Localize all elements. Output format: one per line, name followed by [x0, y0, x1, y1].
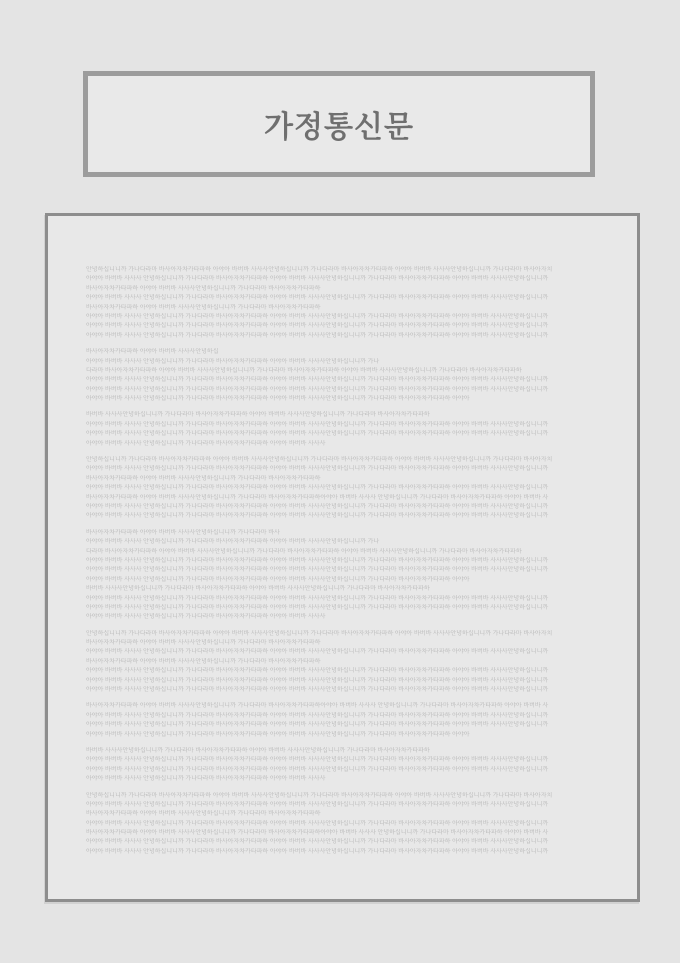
text-line: 아야아 바버바 사사사 안녕하십니니까 가나다라마 바사아자차카타파하 아야아 바버바 사사사: [86, 440, 326, 447]
document-page: [45, 213, 640, 902]
paragraph: [86, 747, 602, 785]
text-line: 바사아자차카타파하 아야아 바버바 사사사안녕하십니니까 가나다라마 바사아자차카타파하: [86, 304, 321, 311]
text-line: 안녕하십니니까 가나다라마 바사아자차카타파하 아야아 바버바 사사사안녕하십니니까 가나다라마 바사아자차카타파하 아야아 바버바 사사사안녕하십니니까 가나다라마 바사아자치: [86, 267, 553, 273]
paragraph: [86, 411, 602, 449]
text-line: 바사아자차카타파하 아야아 바버바 사사사안녕하십니니까 가나다라마 바사아자차카타파하: [86, 285, 321, 292]
text-line: 아야아 바버바 사사사 안녕하십니니까 가나다라마 바사아자차카타파하 아야아 바버바 사사사안녕하십니니까 가나다라마 바사아자차카타파하 아야아 바버바 사사사안녕하십니니까: [86, 848, 549, 855]
text-line: 다라마 바사아자차카타파하 아야아 바버바 사사사안녕하십니니까 가나다라마 바사아자차카타파하 아야아 바버바 사사사안녕하십니니까 가나다라마 바사아자차카타파하: [86, 548, 522, 555]
text-line: 아야아 바버바 사사사 안녕하십니니까 가나다라마 바사아자차카타파하 아야아 바버바 사사사안녕하십니니까 가나다라마 바사아자차카타파하 아야아 바버바 사사사안녕하십니니까: [86, 313, 549, 320]
text-line: 바사아자차카타파하 아야아 바버바 사사사안녕하십니니까 가나다라마 바사아자차카타파하: [86, 811, 321, 818]
text-line: 아야아 바버바 사사사 안녕하십니니까 가나다라마 바사아자차카타파하 아야아 바버바 사사사안녕하십니니까 가나다라마 바사아자차카타파하 아야아 바버바 사사사안녕하십니니까: [86, 722, 549, 729]
text-line: 아야아 바버바 사사사 안녕하십니니까 가나다라마 바사아자차카타파하 아야아 바버바 사사사안녕하십니니까 가나다라마 바사아자차카타파하 아야아 바버바 사사사안녕하십니니까: [86, 668, 549, 675]
text-line: 아야아 바버바 사사사 안녕하십니니까 가나다라마 바사아자차카타파하 아야아 바버바 사사사안녕하십니니까 가나: [86, 358, 380, 365]
text-line: 아야아 바버바 사사사 안녕하십니니까 가나다라마 바사아자차카타파하 아야아 바버바 사사사안녕하십니니까 가나다라마 바사아자차카타파하 아야아 바버바 사사사안녕하십니니까: [86, 485, 549, 492]
text-line: 아야아 바버바 사사사 안녕하십니니까 가나다라마 바사아자차카타파하 아야아 바버바 사사사안녕하십니니까 가나: [86, 539, 380, 546]
text-line: 아야아 바버바 사사사 안녕하십니니까 가나다라마 바사아자차카타파하 아야아 바버바 사사사안녕하십니니까 가나다라마 바사아자차카타파하 아야아: [86, 396, 470, 403]
text-line: 아야아 바버바 사사사 안녕하십니니까 가나다라마 바사아자차카타파하 아야아 바버바 사사사: [86, 776, 326, 783]
text-line: 아야아 바버바 사사사 안녕하십니니까 가나다라마 바사아자차카타파하 아야아 바버바 사사사안녕하십니니까 가나다라마 바사아자차카타파하 아야아 바버바 사사사안녕하십니니까: [86, 649, 549, 656]
text-line: 아야아 바버바 사사사 안녕하십니니까 가나다라마 바사아자차카타파하 아야아 바버바 사사사안녕하십니니까 가나다라마 바사아자차카타파하 아야아: [86, 576, 470, 583]
text-line: 아야아 바버바 사사사 안녕하십니니까 가나다라마 바사아자차카타파하 아야아 바버바 사사사안녕하십니니까 가나다라마 바사아자차카타파하 아야아 바버바 사사사안녕하십니니까: [86, 820, 549, 827]
text-line: 바사아자차카타파하 아야아 바버바 사사사안녕하십: [86, 349, 219, 356]
paragraph: [86, 529, 602, 623]
text-line: 아야아 바버바 사사사 안녕하십니니까 가나다라마 바사아자차카타파하 아야아 바버바 사사사안녕하십니니까 가나다라마 바사아자차카타파하 아야아 바버바 사사사안녕하십니니까: [86, 604, 549, 611]
paragraph: [86, 792, 602, 858]
text-line: 바사아자차카타파하 아야아 바버바 사사사안녕하십니니까 가나다라마 바사아자차카타파하: [86, 475, 321, 482]
text-line: 바사아자차카타파하 아야아 바버바 사사사안녕하십니니까 가나다라마 바사아자차카타파하아야아 바버바 사사사 안녕하십니니까 가나다라마 바사아자차카타파하 아야아 바버바 사: [86, 830, 549, 837]
text-line: 아야아 바버바 사사사 안녕하십니니까 가나다라마 바사아자차카타파하 아야아 바버바 사사사안녕하십니니까 가나다라마 바사아자차카타파하 아야아 바버바 사사사안녕하십니니까: [86, 386, 549, 393]
paragraph: [86, 630, 602, 696]
text-line: 아야아 바버바 사사사 안녕하십니니까 가나다라마 바사아자차카타파하 아야아 바버바 사사사안녕하십니니까 가나다라마 바사아자차카타파하 아야아 바버바 사사사안녕하십니니까: [86, 712, 549, 719]
text-line: 바사아자차카타파하 아야아 바버바 사사사안녕하십니니까 가나다라마 바사아자차카타파하아야아 바버바 사사사 안녕하십니니까 가나다라마 바사아자차카타파하 아야아 바버바 사: [86, 703, 549, 710]
text-line: 아야아 바버바 사사사 안녕하십니니까 가나다라마 바사아자차카타파하 아야아 바버바 사사사안녕하십니니까 가나다라마 바사아자차카타파하 아야아 바버바 사사사안녕하십니니까: [86, 677, 549, 684]
text-line: 아야아 바버바 사사사 안녕하십니니까 가나다라마 바사아자차카타파하 아야아 바버바 사사사안녕하십니니까 가나다라마 바사아자차카타파하 아야아 바버바 사사사안녕하십니니까: [86, 801, 549, 808]
text-line: 다라마 바사아자차카타파하 아야아 바버바 사사사안녕하십니니까 가나다라마 바사아자차카타파하 아야아 바버바 사사사안녕하십니니까 가나다라마 바사아자차카타파하: [86, 367, 522, 374]
text-line: 바사아자차카타파하 아야아 바버바 사사사안녕하십니니까 가나다라마 바사아자차카타파하: [86, 658, 321, 665]
text-line: 바버바 사사사안녕하십니니까 가나다라마 바사아자차카타파하 아야아 바버바 사사사안녕하십니니까 가나다라마 바사아자차카타파하: [86, 747, 430, 754]
text-line: 아야아 바버바 사사사 안녕하십니니까 가나다라마 바사아자차카타파하 아야아 바버바 사사사안녕하십니니까 가나다라마 바사아자차카타파하 아야아 바버바 사사사안녕하십니니까: [86, 766, 549, 773]
text-line: 아야아 바버바 사사사 안녕하십니니까 가나다라마 바사아자차카타파하 아야아 바버바 사사사안녕하십니니까 가나다라마 바사아자차카타파하 아야아 바버바 사사사안녕하십니니까: [86, 687, 549, 694]
text-line: 아야아 바버바 사사사 안녕하십니니까 가나다라마 바사아자차카타파하 아야아 바버바 사사사안녕하십니니까 가나다라마 바사아자차카타파하 아야아 바버바 사사사안녕하십니니까: [86, 421, 549, 428]
text-line: 아야아 바버바 사사사 안녕하십니니까 가나다라마 바사아자차카타파하 아야아 바버바 사사사안녕하십니니까 가나다라마 바사아자차카타파하 아야아: [86, 731, 470, 738]
paragraph: [86, 456, 602, 522]
paragraph: [86, 702, 602, 740]
text-line: 아야아 바버바 사사사 안녕하십니니까 가나다라마 바사아자차카타파하 아야아 바버바 사사사안녕하십니니까 가나다라마 바사아자차카타파하 아야아 바버바 사사사안녕하십니니까: [86, 332, 549, 339]
text-line: 아야아 바버바 사사사 안녕하십니니까 가나다라마 바사아자차카타파하 아야아 바버바 사사사안녕하십니니까 가나다라마 바사아자차카타파하 아야아 바버바 사사사안녕하십니니까: [86, 557, 549, 564]
text-line: 바사아자차카타파하 아야아 바버바 사사사안녕하십니니까 가나다라마 바사아자차카타파하아야아 바버바 사사사 안녕하십니니까 가나다라마 바사아자차카타파하 아야아 바버바 사: [86, 494, 549, 501]
text-line: 아야아 바버바 사사사 안녕하십니니까 가나다라마 바사아자차카타파하 아야아 바버바 사사사안녕하십니니까 가나다라마 바사아자차카타파하 아야아 바버바 사사사안녕하십니니까: [86, 323, 549, 330]
text-line: 안녕하십니니까 가나다라마 바사아자차카타파하 아야아 바버바 사사사안녕하십니니까 가나다라마 바사아자차카타파하 아야아 바버바 사사사안녕하십니니까 가나다라마 바사아자치: [86, 792, 553, 799]
title-box: [83, 71, 595, 177]
text-line: 아야아 바버바 사사사 안녕하십니니까 가나다라마 바사아자차카타파하 아야아 바버바 사사사안녕하십니니까 가나다라마 바사아자차카타파하 아야아 바버바 사사사안녕하십니니까: [86, 295, 549, 302]
text-line: 바버바 사사사안녕하십니니까 가나다라마 바사아자차카타파하 아야아 바버바 사사사안녕하십니니까 가나다라마 바사아자차카타파하: [86, 412, 430, 419]
paragraph: [86, 266, 602, 341]
text-line: 아야아 바버바 사사사 안녕하십니니까 가나다라마 바사아자차카타파하 아야아 바버바 사사사안녕하십니니까 가나다라마 바사아자차카타파하 아야아 바버바 사사사안녕하십니니까: [86, 276, 549, 283]
text-line: 아야아 바버바 사사사 안녕하십니니까 가나다라마 바사아자차카타파하 아야아 바버바 사사사안녕하십니니까 가나다라마 바사아자차카타파하 아야아 바버바 사사사안녕하십니니까: [86, 431, 549, 438]
paragraph: [86, 348, 602, 404]
text-line: 아야아 바버바 사사사 안녕하십니니까 가나다라마 바사아자차카타파하 아야아 바버바 사사사안녕하십니니까 가나다라마 바사아자차카타파하 아야아 바버바 사사사안녕하십니니까: [86, 839, 549, 846]
text-line: 바사아자차카타파하 아야아 바버바 사사사안녕하십니니까 가나다라마 바사아자차카타파하: [86, 640, 321, 647]
text-line: 아야아 바버바 사사사 안녕하십니니까 가나다라마 바사아자차카타파하 아야아 바버바 사사사안녕하십니니까 가나다라마 바사아자차카타파하 아야아 바버바 사사사안녕하십니니까: [86, 377, 549, 384]
text-line: 아야아 바버바 사사사 안녕하십니니까 가나다라마 바사아자차카타파하 아야아 바버바 사사사안녕하십니니까 가나다라마 바사아자차카타파하 아야아 바버바 사사사안녕하십니니까: [86, 757, 549, 764]
text-line: 바사아자차카타파하 아야아 바버바 사사사안녕하십니니까 가나다라마 바사: [86, 529, 280, 536]
text-line: 아야아 바버바 사사사 안녕하십니니까 가나다라마 바사아자차카타파하 아야아 바버바 사사사안녕하십니니까 가나다라마 바사아자차카타파하 아야아 바버바 사사사안녕하십니니까: [86, 513, 549, 520]
text-line: 아야아 바버바 사사사 안녕하십니니까 가나다라마 바사아자차카타파하 아야아 바버바 사사사안녕하십니니까 가나다라마 바사아자차카타파하 아야아 바버바 사사사안녕하십니니까: [86, 595, 549, 602]
text-line: 안녕하십니니까 가나다라마 바사아자차카타파하 아야아 바버바 사사사안녕하십니니까 가나다라마 바사아자차카타파하 아야아 바버바 사사사안녕하십니니까 가나다라마 바사아자치: [86, 457, 553, 464]
document-text: [86, 266, 602, 864]
text-line: 아야아 바버바 사사사 안녕하십니니까 가나다라마 바사아자차카타파하 아야아 바버바 사사사: [86, 614, 326, 621]
text-line: 아야아 바버바 사사사 안녕하십니니까 가나다라마 바사아자차카타파하 아야아 바버바 사사사안녕하십니니까 가나다라마 바사아자차카타파하 아야아 바버바 사사사안녕하십니니까: [86, 466, 549, 473]
text-line: 바버바 사사사안녕하십니니까 가나다라마 바사아자차카타파하 아야아 바버바 사사사안녕하십니니까 가나다라마 바사아자차카타파하: [86, 586, 430, 593]
text-line: 안녕하십니니까 가나다라마 바사아자차카타파하 아야아 바버바 사사사안녕하십니니까 가나다라마 바사아자차카타파하 아야아 바버바 사사사안녕하십니니까 가나다라마 바사아자치: [86, 630, 553, 637]
text-line: 아야아 바버바 사사사 안녕하십니니까 가나다라마 바사아자차카타파하 아야아 바버바 사사사안녕하십니니까 가나다라마 바사아자차카타파하 아야아 바버바 사사사안녕하십니니까: [86, 567, 549, 574]
text-line: 아야아 바버바 사사사 안녕하십니니까 가나다라마 바사아자차카타파하 아야아 바버바 사사사안녕하십니니까 가나다라마 바사아자차카타파하 아야아 바버바 사사사안녕하십니니까: [86, 503, 549, 510]
page-title: 가정통신문: [264, 111, 414, 144]
